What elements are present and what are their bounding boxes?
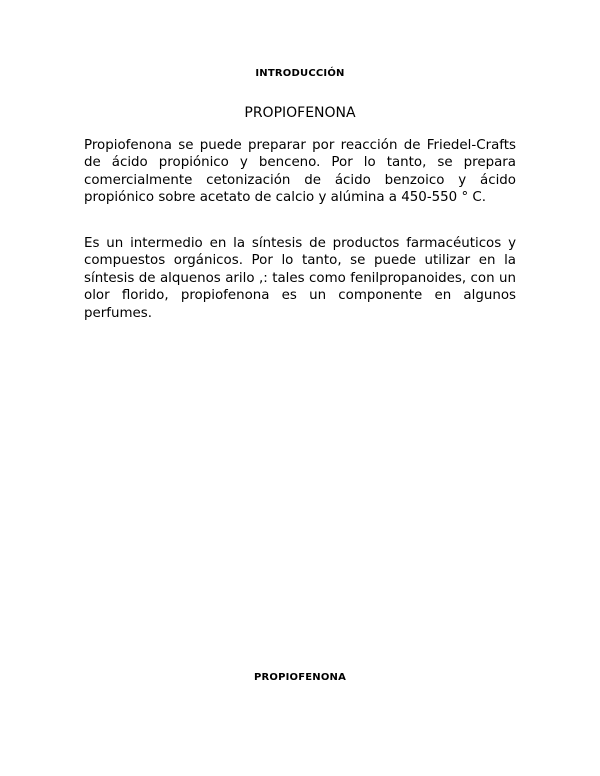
section-heading: INTRODUCCIÓN	[255, 68, 345, 79]
footer-heading: PROPIOFENONA	[253, 672, 347, 683]
paragraph-uses: Es un intermedio en la síntesis de productos farmacéuticos y compuestos orgánicos. Por lo tanto, se puede utilizar en la síntesis de alquenos arilo ,: tales como fenilpropanoides, con un olor florido, propiofenona es un componente en algunos perfumes.	[84, 236, 516, 321]
paragraph-preparation: Propiofenona se puede preparar por reacción de Friedel-Crafts de ácido propiónico y benceno. Por lo tanto, se prepara comercialmente cetonización de ácido benzoico y ácido propiónico sobre acetato de calcio y alúmina a 450-550 ° C.	[84, 138, 516, 206]
document-title: PROPIOFENONA	[244, 105, 356, 121]
